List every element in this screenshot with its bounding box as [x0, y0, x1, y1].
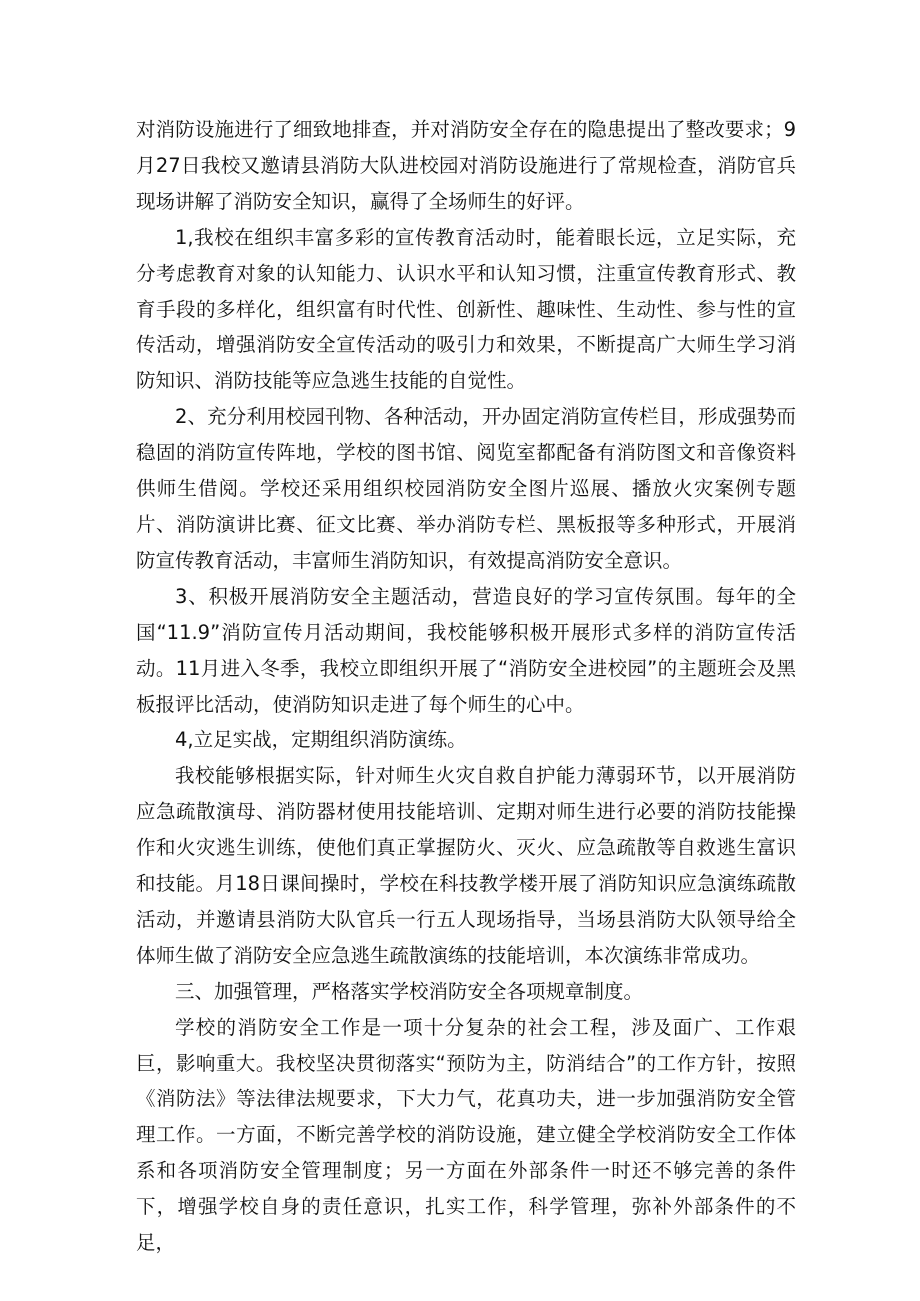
paragraph-drill-details: 我校能够根据实际，针对师生火灾自救自护能力薄弱环节，以开展消防应急疏散演母、消防器材使用技能培训、定期对师生进行必要的消防技能操作和火灾逃生训练，使他们真正掌握防火、灭火、应急疏散等自救逃生富识和技能。月18日课间操时，学校在科技教学楼开展了消防知识应急演练疏散活动，并邀请县消防大队官兵一行五人现场指导，当场县消防大队领导给全体师生做了消防安全应急逃生疏散演练的技能培训，本次演练非常成功。 [136, 764, 796, 967]
section-heading-three: 三、加强管理，严格落实学校消防安全各项规章制度。 [175, 979, 644, 1003]
paragraph-item-2: 2、充分利用校园刊物、各种活动，开办固定消防宣传栏目，形成强势而稳固的消防宣传阵地，学校的图书馆、阅览室都配备有消防图文和音像资料供师生借阅。学校还采用组织校园消防安全图片巡展、播放火灾案例专题片、消防演讲比赛、征文比赛、举办消防专栏、黑板报等多种形式，开展消防宣传教育活动，丰富师生消防知识，有效提高消防安全意识。 [136, 405, 796, 572]
document-page [136, 112, 796, 1261]
paragraph-item-3: 3、积极开展消防安全主题活动，营造良好的学习宣传氛围。每年的全国“11.9”消防宣传月活动期间，我校能够积极开展形式多样的消防宣传活动。11月进入冬季，我校立即组织开展了“消防安全进校园”的主题班会及黑板报评比活动，使消防知识走进了每个师生的心中。 [136, 584, 796, 716]
paragraph-item-1: 1,我校在组织丰富多彩的宣传教育活动时，能着眼长远，立足实际，充分考虑教育对象的认知能力、认识水平和认知习惯，注重宣传教育形式、教育手段的多样化，组织富有时代性、创新性、趣味性、生动性、参与性的宣传活动，增强消防安全宣传活动的吸引力和效果，不断提高广大师生学习消防知识、消防技能等应急逃生技能的自觉性。 [136, 225, 796, 393]
paragraph-continuation: 对消防设施进行了细致地排查，并对消防安全存在的隐患提出了整改要求；9月27日我校又邀请县消防大队进校园对消防设施进行了常规检查，消防官兵现场讲解了消防安全知识，赢得了全场师生的好评。 [136, 118, 796, 213]
paragraph-item-4-heading: 4,立足实战，定期组织消防演练。 [175, 728, 467, 752]
paragraph-management: 学校的消防安全工作是一项十分复杂的社会工程，涉及面广、工作艰巨，影响重大。我校坚决贯彻落实“预防为主，防消结合”的工作方针，按照《消防法》等法律法规要求，下大力气，花真功夫，进一步加强消防安全管理工作。一方面，不断完善学校的消防设施，建立健全学校消防安全工作体系和各项消防安全管理制度；另一方面在外部条件一时还不够完善的条件下，增强学校自身的责任意识，扎实工作，科学管理，弥补外部条件的不足， [136, 1015, 796, 1255]
